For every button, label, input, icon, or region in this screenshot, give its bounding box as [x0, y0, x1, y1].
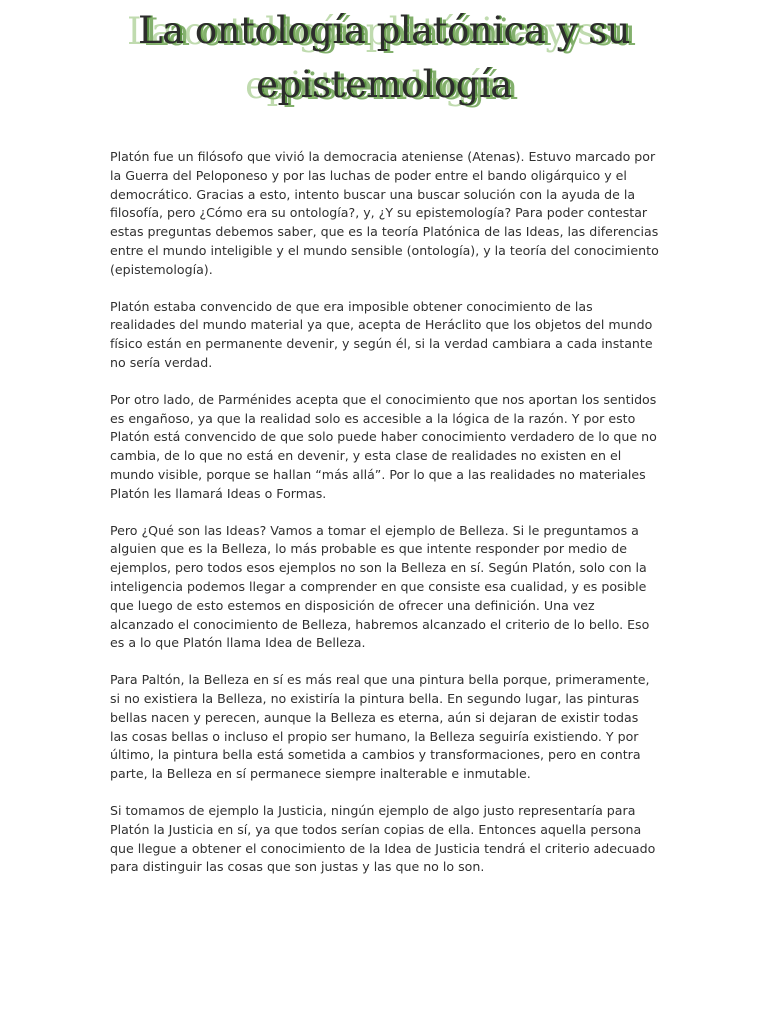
paragraph-ideas-belleza: Pero ¿Qué son las Ideas? Vamos a tomar el ejemplo de Belleza. Si le preguntamos a alguien que es la Belleza, lo más probable es que intente responder por medio de ejemplos, pero todos esos ejemplos no son la Belleza en sí. Según Platón, solo con la inteligencia podemos llegar a comprender en que consiste esa cualidad, y es posible que luego de esto estemos en disposición de ofrecer una definición. Una vez alcanzado el conocimiento de Belleza, habremos alcanzado el criterio de lo bello. Eso es a lo que Platón llama Idea de Belleza. [110, 522, 650, 651]
paragraph-belleza-real: Para Paltón, la Belleza en sí es más real que una pintura bella porque, primeramente, si no existiera la Belleza, no existiría la pintura bella. En segundo lugar, las pinturas bellas nacen y perecen, aunque la Belleza es eterna, aún si dejaran de existir todas las cosas bellas o incluso el propio ser humano, la Belleza seguiría existiendo. Y por último, la pintura bella está sometida a cambios y transformaciones, pero en contra parte, la Belleza en sí permanece siempre inalterable e inmutable. [110, 672, 650, 782]
paragraph-heraclito: Platón estaba convencido de que era imposible obtener conocimiento de las realidades del mundo material ya que, acepta de Heráclito que los objetos del mundo físico están en permanente devenir, y según él, si la verdad cambiara a cada instante no sería verdad. [110, 298, 653, 370]
document-title: La ontología platónica y su epistemología [138, 9, 630, 106]
paragraph-justicia: Si tomamos de ejemplo la Justicia, ningún ejemplo de algo justo representaría para Platón la Justicia en sí, ya que todos serían copias de ella. Entonces aquella persona que llegue a obtener el conocimiento de la Idea de Justicia tendrá el criterio adecuado para distinguir las cosas que son justas y las que no lo son. [110, 802, 656, 875]
paragraph-parmenides: Por otro lado, de Parménides acepta que el conocimiento que nos aportan los sentidos es engañoso, ya que la realidad solo es accesible a la lógica de la razón. Y por esto Platón está convencido de que solo puede haber conocimiento verdadero de lo que no cambia, de lo que no está en devenir, y esta clase de realidades no existen en el mundo visible, porque se hallan “más allá”. Por lo que a las realidades no materiales Platón les llamará Ideas o Formas. [110, 391, 657, 501]
paragraph-intro: Platón fue un filósofo que vivió la democracia ateniense (Atenas). Estuvo marcado por la Guerra del Peloponeso y por las luchas de poder entre el bando oligárquico y el democrático. Gracias a esto, intento buscar una buscar solución con la ayuda de la filosofía, pero ¿Cómo era su ontología?, y, ¿Y su epistemología? Para poder contestar estas preguntas debemos saber, que es la teoría Platónica de las Ideas, las diferencias entre el mundo inteligible y el mundo sensible (ontología), y la teoría del conocimiento (epistemología). [110, 149, 659, 277]
title-block [40, 4, 728, 112]
document-body [110, 148, 660, 895]
